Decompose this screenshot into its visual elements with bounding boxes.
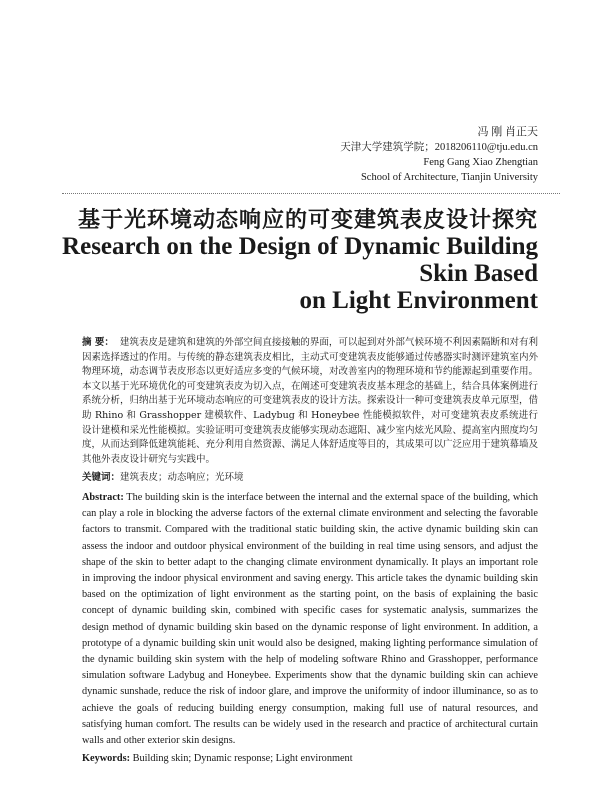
author-names-en: Feng Gang Xiao Zhengtian — [423, 157, 538, 168]
title-english-line2: on Light Environment — [299, 287, 538, 314]
abstract-english — [82, 490, 538, 749]
keywords-en-text: Building skin; Dynamic response; Light environment — [132, 753, 353, 765]
affiliation-en: School of Architecture, Tianjin University — [360, 172, 538, 183]
keywords-chinese — [82, 471, 538, 486]
title-english — [40, 233, 538, 314]
affiliation-cn: 天津大学建筑学院；2018206110@tju.edu.cn — [340, 142, 538, 153]
keywords-english — [82, 751, 538, 767]
abstract-en-text: The building skin is the interface between the internal and the external space of the building, which can play a role in blocking the adverse factors of the external climate environment and selecting the favorable factors to transmit. Compared with the traditional static building skin, the active dynamic building skin can assess the indoor and outdoor physical environment of the building in real time using sensors, and adjust the shape of the skin to better adapt to the changing climate environment dynamically. It plays an important role in improving the indoor physical environment and saving energy. This article takes the dynamic building skin based on the optimization of light environment as the starting point, on the basis of explaining the basic concept of dynamic building skin, combined with specific cases for systematic analysis, summarizes the design method of dynamic building skin based on the dynamic response of light environment. In addition, a prototype of a dynamic building skin unit would also be designed, making lighting performance simulation of the dynamic building skin system with the help of modeling software Rhino and Grasshopper, performance simulation software Ladybug and Honeybee. Experiments show that the dynamic building skin can achieve dynamic sunshade, reduce the risk of indoor glare, and improve the uniformity of indoor illuminance, so as to achieve the goals of reducing building energy consumption, making full use of natural resources, and satisfying human comfort. The results can be widely used in the research and practice of architectural curtain walls and other exterior skin designs. — [82, 491, 538, 746]
title-english-line1: Research on the Design of Dynamic Building Skin Based — [62, 233, 538, 287]
abstract-cn-text: 建筑表皮是建筑和建筑的外部空间直接接触的界面，可以起到对外部气候环境不利因素隔断和对有利因素选择透过的作用。与传统的静态建筑表皮相比，主动式可变建筑表皮能够通过传感器实时测评建筑室内外物理环境，动态调节表皮形态以更好适应多变的气候环境，对改善室内的物理环境和节约能源起到重要作用。本文以基于光环境优化的可变建筑表皮为切入点，在阐述可变建筑表皮基本理念的基础上，结合具体案例进行系统分析，归纳出基于光环境动态响应的可变建筑表皮的设计方法。探索设计一种可变建筑表皮单元原型，借助 Rhino 和 Grasshopper 建模软件、Ladybug 和 Honeybee 性能模拟软件，对可变建筑表皮系统进行设计建模和采光性能模拟。实验证明可变建筑表皮能够实现动态遮阳、减少室内炫光风险、提高室内照度均匀度，从而达到降低建筑能耗、充分利用自然资源、满足人体舒适度等目的，其成果可以广泛应用于建筑幕墙及其他外表皮设计研究与实践中。 — [82, 337, 539, 465]
abstract-cn-label: 摘 要： — [82, 337, 114, 348]
title-chinese: 基于光环境动态响应的可变建筑表皮设计探究 — [77, 208, 538, 233]
abstract-en-label: Abstract: — [82, 491, 124, 503]
keywords-cn-text: 建筑表皮；动态响应；光环境 — [120, 472, 244, 484]
header-divider — [62, 193, 560, 194]
keywords-en-label: Keywords: — [82, 753, 131, 765]
abstract-section — [82, 336, 538, 767]
abstract-chinese — [82, 336, 538, 467]
author-block — [340, 125, 538, 185]
author-names-cn: 冯 刚 肖正天 — [477, 126, 538, 138]
keywords-cn-label: 关键词： — [82, 472, 121, 484]
